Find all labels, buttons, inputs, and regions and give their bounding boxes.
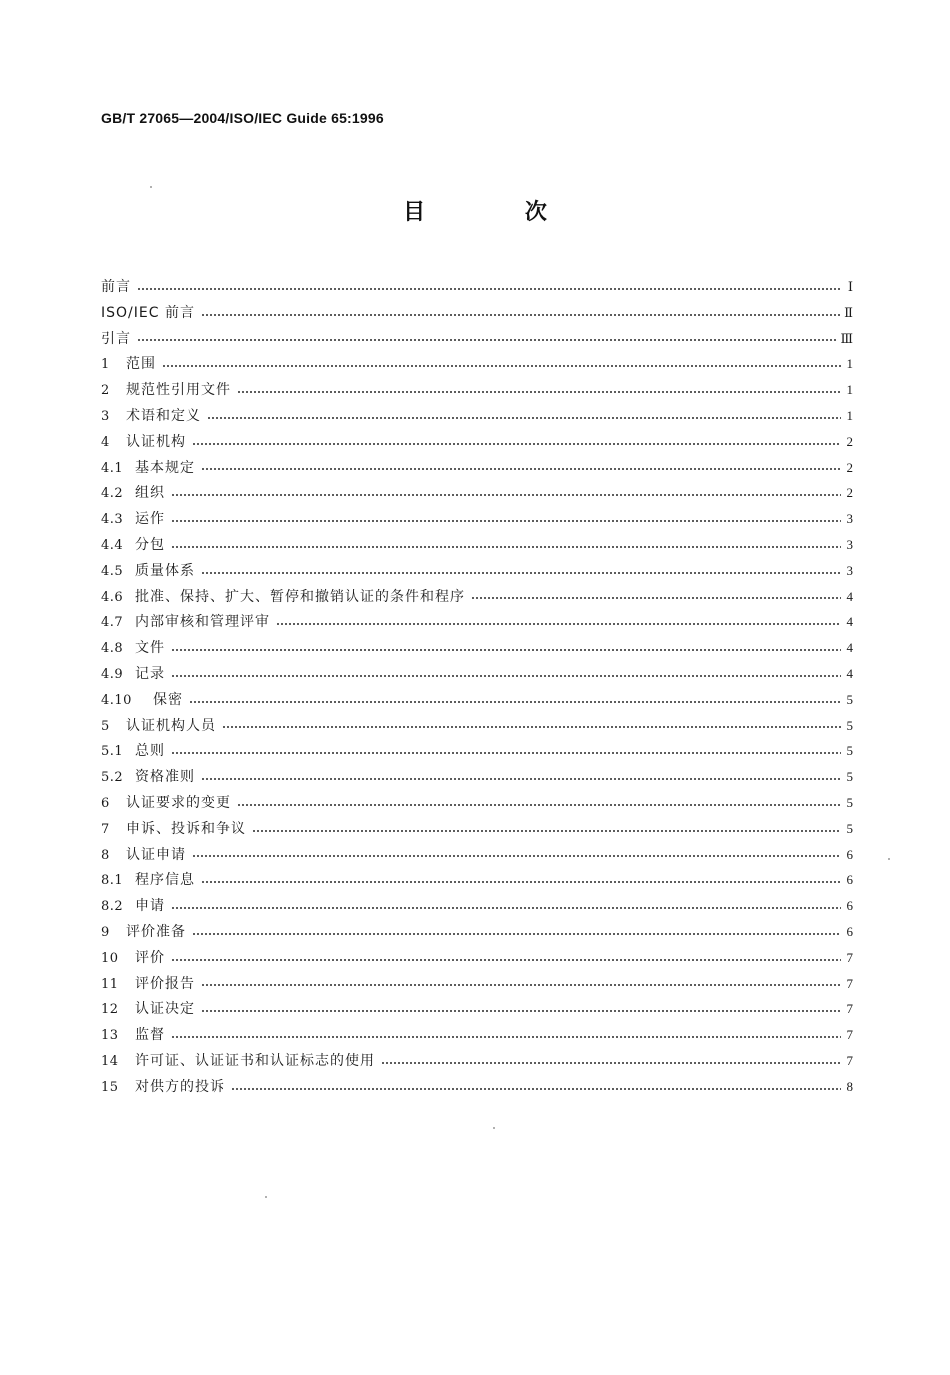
toc-entry-label: 引言 — [101, 330, 131, 347]
toc-entry-page-number: 7 — [846, 1052, 853, 1068]
toc-entry[interactable] — [101, 455, 853, 481]
toc-entry[interactable] — [101, 300, 853, 326]
toc-entry-label: 评价报告 — [135, 975, 195, 992]
toc-entry-label: 认证决定 — [135, 1001, 195, 1018]
toc-leader-dots — [171, 1029, 841, 1041]
toc-leader-dots — [171, 952, 841, 964]
toc-entry-label: 范围 — [126, 356, 156, 373]
toc-entry-number: 4.10 — [101, 692, 132, 708]
toc-entry-page-number: 5 — [846, 820, 853, 836]
toc-entry-number: 4.1 — [101, 460, 124, 476]
toc-entry-page-number: 7 — [846, 1027, 853, 1043]
toc-leader-dots — [201, 977, 841, 989]
toc-entry[interactable] — [101, 816, 853, 842]
toc-entry-label: 基本规定 — [135, 459, 195, 476]
toc-entry-label: 术语和定义 — [126, 407, 201, 424]
toc-entry-number: 9 — [101, 924, 110, 940]
toc-entry-page-number: Ⅰ — [847, 279, 853, 294]
toc-entry-page-number: 1 — [846, 382, 853, 398]
toc-entry-page-number: 6 — [846, 923, 853, 939]
toc-entry-page-number: 3 — [846, 562, 853, 578]
toc-entry-number: 2 — [101, 383, 110, 399]
toc-entry-label: 运作 — [135, 511, 165, 528]
toc-entry-label: 程序信息 — [135, 872, 195, 889]
toc-entry-page-number: 7 — [846, 1001, 853, 1017]
toc-entry-number: 6 — [101, 795, 110, 811]
toc-entry-page-number: 6 — [846, 872, 853, 888]
toc-entry-label: 许可证、认证证书和认证标志的使用 — [135, 1052, 375, 1069]
toc-entry-number: 4.5 — [101, 563, 124, 579]
toc-entry-number: 8.2 — [101, 899, 124, 915]
toc-entry-label: 资格准则 — [135, 769, 195, 786]
scan-speck — [493, 1127, 495, 1129]
toc-entry-number: 4.3 — [101, 512, 124, 528]
toc-entry[interactable] — [101, 1048, 853, 1074]
toc-entry-label: 前言 — [101, 279, 131, 295]
toc-entry-number: 5 — [101, 718, 110, 734]
toc-leader-dots — [201, 1003, 841, 1015]
page-title: 目 次 — [403, 200, 593, 225]
toc-entry-page-number: 1 — [846, 356, 853, 372]
toc-entry-page-number: 5 — [846, 794, 853, 810]
toc-entry-number: 8 — [101, 847, 110, 863]
toc-entry[interactable] — [101, 274, 853, 300]
toc-entry-number: 14 — [101, 1053, 119, 1069]
toc-entry-label: 评价准备 — [126, 923, 186, 940]
toc-entry-label: 认证要求的变更 — [126, 794, 231, 811]
toc-entry-label: 申诉、投诉和争议 — [126, 820, 246, 837]
toc-entry-label: 记录 — [135, 665, 165, 682]
toc-entry[interactable] — [101, 867, 853, 893]
toc-entry-page-number: Ⅲ — [840, 330, 853, 346]
toc-entry-page-number: 4 — [846, 588, 853, 604]
toc-entry[interactable] — [101, 326, 853, 352]
toc-entry[interactable] — [101, 764, 853, 790]
scan-speck — [265, 1196, 267, 1198]
toc-entry-label: 认证申请 — [126, 846, 186, 863]
toc-entry-number: 11 — [101, 976, 119, 992]
toc-entry-page-number: 5 — [846, 743, 853, 759]
toc-entry-page-number: 4 — [846, 640, 853, 656]
toc-entry-label: 监督 — [135, 1027, 165, 1044]
toc-leader-dots — [171, 642, 841, 654]
toc-entry[interactable] — [101, 635, 853, 661]
toc-entry[interactable] — [101, 790, 853, 816]
toc-leader-dots — [137, 332, 836, 344]
toc-leader-dots — [192, 848, 841, 860]
toc-entry-number: 4.6 — [101, 589, 124, 605]
toc-entry[interactable] — [101, 687, 853, 713]
toc-entry[interactable] — [101, 506, 853, 532]
toc-leader-dots — [192, 926, 841, 938]
toc-leader-dots — [171, 539, 841, 551]
toc-entry-page-number: 1 — [846, 407, 853, 423]
toc-entry-number: 4.8 — [101, 641, 124, 657]
toc-entry-number: 12 — [101, 1002, 119, 1018]
toc-entry-number: 7 — [101, 821, 110, 837]
toc-leader-dots — [189, 694, 841, 706]
toc-leader-dots — [231, 1081, 841, 1093]
toc-entry-page-number: 2 — [846, 485, 853, 501]
toc-entry[interactable] — [101, 429, 853, 455]
toc-leader-dots — [237, 797, 841, 809]
toc-entry[interactable] — [101, 893, 853, 919]
toc-entry-label: 批准、保持、扩大、暂停和撤销认证的条件和程序 — [135, 588, 465, 605]
toc-leader-dots — [381, 1055, 841, 1067]
toc-entry-label: 申请 — [135, 898, 165, 915]
toc-entry[interactable] — [101, 713, 853, 739]
toc-entry[interactable] — [101, 558, 853, 584]
toc-entry[interactable] — [101, 532, 853, 558]
toc-entry-label: 质量体系 — [135, 562, 195, 579]
toc-leader-dots — [192, 436, 841, 448]
toc-leader-dots — [162, 358, 841, 370]
toc-entry[interactable] — [101, 1074, 853, 1100]
toc-entry-label: 认证机构人员 — [126, 717, 216, 734]
toc-entry-label: 分包 — [135, 536, 165, 553]
toc-entry[interactable] — [101, 609, 853, 635]
toc-leader-dots — [137, 281, 841, 293]
toc-entry[interactable] — [101, 919, 853, 945]
toc-leader-dots — [201, 771, 841, 783]
toc-entry-number: 8.1 — [101, 873, 124, 889]
toc-entry-number: 4.4 — [101, 537, 124, 553]
toc-entry-number: 3 — [101, 408, 110, 424]
toc-entry-page-number: Ⅱ — [844, 304, 853, 320]
toc-entry[interactable] — [101, 377, 853, 403]
toc-entry-page-number: 2 — [846, 459, 853, 475]
toc-entry-label: ISO/IEC 前言 — [101, 304, 195, 321]
toc-entry-page-number: 2 — [846, 433, 853, 449]
scan-speck — [150, 186, 152, 188]
scan-speck — [888, 858, 890, 860]
toc-entry-page-number: 5 — [846, 691, 853, 707]
toc-entry-label: 规范性引用文件 — [126, 382, 231, 399]
toc-leader-dots — [171, 745, 841, 757]
standard-code-header: GB/T 27065—2004/ISO/IEC Guide 65:1996 — [101, 110, 384, 126]
toc-leader-dots — [171, 900, 841, 912]
toc-entry-label: 总则 — [135, 743, 165, 760]
toc-entry-page-number: 7 — [846, 975, 853, 991]
toc-entry-number: 4.2 — [101, 486, 124, 502]
toc-entry-page-number: 7 — [846, 949, 853, 965]
toc-leader-dots — [222, 719, 841, 731]
toc-entry[interactable] — [101, 480, 853, 506]
toc-leader-dots — [171, 513, 841, 525]
toc-entry-number: 13 — [101, 1028, 119, 1044]
table-of-contents — [101, 274, 853, 1100]
toc-leader-dots — [171, 487, 841, 499]
toc-entry-page-number: 3 — [846, 511, 853, 527]
toc-leader-dots — [237, 384, 841, 396]
toc-entry-page-number: 3 — [846, 536, 853, 552]
toc-entry[interactable] — [101, 971, 853, 997]
toc-entry-number: 4.7 — [101, 615, 124, 631]
toc-leader-dots — [252, 823, 841, 835]
toc-entry[interactable] — [101, 403, 853, 429]
toc-leader-dots — [201, 461, 841, 473]
toc-entry[interactable] — [101, 842, 853, 868]
toc-entry-number: 5.1 — [101, 744, 124, 760]
toc-leader-dots — [207, 410, 841, 422]
toc-entry-page-number: 5 — [846, 717, 853, 733]
toc-leader-dots — [171, 668, 841, 680]
toc-entry[interactable] — [101, 351, 853, 377]
toc-leader-dots — [471, 590, 841, 602]
toc-entry-label: 组织 — [135, 485, 165, 502]
toc-leader-dots — [201, 565, 841, 577]
toc-entry-number: 1 — [101, 357, 110, 373]
toc-leader-dots — [201, 307, 840, 319]
toc-entry-page-number: 5 — [846, 769, 853, 785]
toc-entry[interactable] — [101, 584, 853, 610]
toc-entry-label: 保密 — [153, 691, 183, 708]
toc-entry-label: 文件 — [135, 640, 165, 657]
toc-entry-label: 认证机构 — [126, 433, 186, 450]
toc-entry-number: 4 — [101, 434, 110, 450]
toc-entry[interactable] — [101, 661, 853, 687]
toc-entry-number: 5.2 — [101, 770, 124, 786]
toc-leader-dots — [276, 616, 841, 628]
toc-entry-label: 内部审核和管理评审 — [135, 614, 270, 631]
toc-entry-number: 4.9 — [101, 666, 124, 682]
toc-leader-dots — [201, 874, 841, 886]
toc-entry-page-number: 8 — [846, 1078, 853, 1094]
toc-entry[interactable] — [101, 1022, 853, 1048]
toc-entry-page-number: 6 — [846, 898, 853, 914]
toc-entry-number: 15 — [101, 1079, 119, 1095]
toc-entry-page-number: 4 — [846, 614, 853, 630]
toc-entry-label: 对供方的投诉 — [135, 1078, 225, 1095]
toc-entry-page-number: 6 — [846, 846, 853, 862]
toc-entry-number: 10 — [101, 950, 119, 966]
toc-entry[interactable] — [101, 738, 853, 764]
toc-entry-page-number: 4 — [846, 665, 853, 681]
toc-entry-label: 评价 — [135, 949, 165, 966]
toc-entry[interactable] — [101, 996, 853, 1022]
toc-entry[interactable] — [101, 945, 853, 971]
